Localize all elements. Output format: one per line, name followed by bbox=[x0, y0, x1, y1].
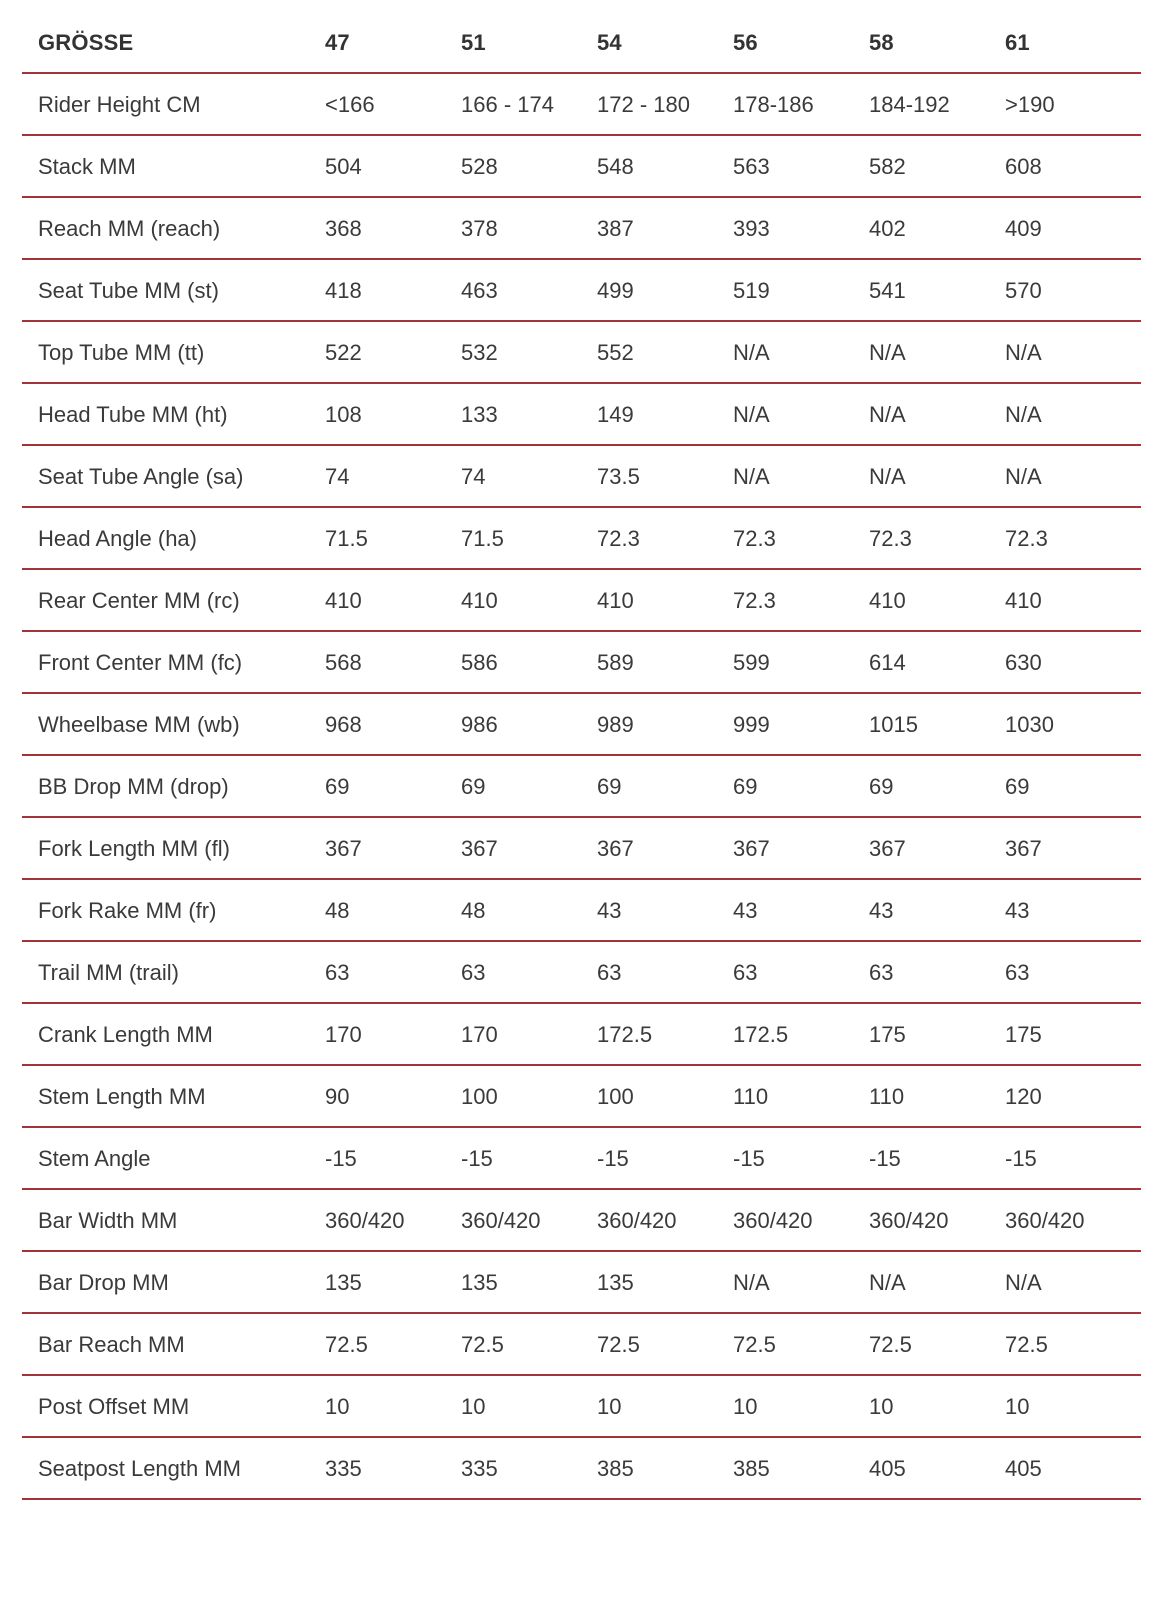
size-column-header: 51 bbox=[461, 12, 597, 73]
cell-value: 184-192 bbox=[869, 73, 1005, 135]
cell-value: 110 bbox=[869, 1065, 1005, 1127]
cell-value: 552 bbox=[597, 321, 733, 383]
cell-value: 72.5 bbox=[869, 1313, 1005, 1375]
cell-value: 72.3 bbox=[869, 507, 1005, 569]
cell-value: N/A bbox=[869, 445, 1005, 507]
cell-value: 108 bbox=[325, 383, 461, 445]
row-label: Front Center MM (fc) bbox=[22, 631, 325, 693]
cell-value: 563 bbox=[733, 135, 869, 197]
cell-value: 135 bbox=[597, 1251, 733, 1313]
row-label: Stem Length MM bbox=[22, 1065, 325, 1127]
cell-value: 378 bbox=[461, 197, 597, 259]
cell-value: 72.3 bbox=[733, 507, 869, 569]
cell-value: 528 bbox=[461, 135, 597, 197]
table-row bbox=[22, 941, 1141, 1003]
table-row bbox=[22, 693, 1141, 755]
cell-value: 120 bbox=[1005, 1065, 1141, 1127]
cell-value: 1015 bbox=[869, 693, 1005, 755]
cell-value: 72.5 bbox=[461, 1313, 597, 1375]
cell-value: 172 - 180 bbox=[597, 73, 733, 135]
table-row bbox=[22, 569, 1141, 631]
table-row bbox=[22, 755, 1141, 817]
cell-value: 519 bbox=[733, 259, 869, 321]
table-row bbox=[22, 73, 1141, 135]
cell-value: 548 bbox=[597, 135, 733, 197]
cell-value: N/A bbox=[1005, 383, 1141, 445]
cell-value: 989 bbox=[597, 693, 733, 755]
cell-value: 589 bbox=[597, 631, 733, 693]
row-label: Seat Tube MM (st) bbox=[22, 259, 325, 321]
cell-value: 504 bbox=[325, 135, 461, 197]
table-row bbox=[22, 1375, 1141, 1437]
cell-value: 135 bbox=[325, 1251, 461, 1313]
cell-value: 405 bbox=[869, 1437, 1005, 1499]
row-label: Top Tube MM (tt) bbox=[22, 321, 325, 383]
cell-value: 72.5 bbox=[1005, 1313, 1141, 1375]
row-label: Head Tube MM (ht) bbox=[22, 383, 325, 445]
table-row bbox=[22, 135, 1141, 197]
cell-value: 367 bbox=[461, 817, 597, 879]
row-label: Rear Center MM (rc) bbox=[22, 569, 325, 631]
cell-value: >190 bbox=[1005, 73, 1141, 135]
cell-value: 335 bbox=[325, 1437, 461, 1499]
size-column-header: 58 bbox=[869, 12, 1005, 73]
table-row bbox=[22, 259, 1141, 321]
cell-value: 73.5 bbox=[597, 445, 733, 507]
cell-value: 367 bbox=[733, 817, 869, 879]
cell-value: 74 bbox=[461, 445, 597, 507]
cell-value: 402 bbox=[869, 197, 1005, 259]
cell-value: N/A bbox=[733, 1251, 869, 1313]
cell-value: 43 bbox=[733, 879, 869, 941]
table-row bbox=[22, 1313, 1141, 1375]
size-column-header: 47 bbox=[325, 12, 461, 73]
row-label: Trail MM (trail) bbox=[22, 941, 325, 1003]
cell-value: -15 bbox=[597, 1127, 733, 1189]
cell-value: 410 bbox=[869, 569, 1005, 631]
cell-value: 71.5 bbox=[325, 507, 461, 569]
cell-value: -15 bbox=[461, 1127, 597, 1189]
cell-value: 463 bbox=[461, 259, 597, 321]
cell-value: 367 bbox=[869, 817, 1005, 879]
cell-value: 608 bbox=[1005, 135, 1141, 197]
cell-value: 149 bbox=[597, 383, 733, 445]
cell-value: 541 bbox=[869, 259, 1005, 321]
row-label: Seatpost Length MM bbox=[22, 1437, 325, 1499]
cell-value: 100 bbox=[461, 1065, 597, 1127]
cell-value: 48 bbox=[461, 879, 597, 941]
cell-value: 360/420 bbox=[733, 1189, 869, 1251]
row-label: Crank Length MM bbox=[22, 1003, 325, 1065]
table-row bbox=[22, 507, 1141, 569]
cell-value: 360/420 bbox=[325, 1189, 461, 1251]
cell-value: N/A bbox=[1005, 1251, 1141, 1313]
cell-value: N/A bbox=[1005, 321, 1141, 383]
cell-value: 599 bbox=[733, 631, 869, 693]
cell-value: 63 bbox=[597, 941, 733, 1003]
cell-value: 614 bbox=[869, 631, 1005, 693]
cell-value: 72.3 bbox=[733, 569, 869, 631]
row-label: Seat Tube Angle (sa) bbox=[22, 445, 325, 507]
cell-value: 178-186 bbox=[733, 73, 869, 135]
cell-value: 63 bbox=[733, 941, 869, 1003]
cell-value: 71.5 bbox=[461, 507, 597, 569]
cell-value: 367 bbox=[597, 817, 733, 879]
table-row bbox=[22, 1437, 1141, 1499]
size-column-header: 56 bbox=[733, 12, 869, 73]
cell-value: 532 bbox=[461, 321, 597, 383]
table-row bbox=[22, 879, 1141, 941]
cell-value: 135 bbox=[461, 1251, 597, 1313]
cell-value: 10 bbox=[597, 1375, 733, 1437]
cell-value: 410 bbox=[1005, 569, 1141, 631]
cell-value: 367 bbox=[325, 817, 461, 879]
cell-value: 368 bbox=[325, 197, 461, 259]
cell-value: 410 bbox=[325, 569, 461, 631]
cell-value: 69 bbox=[733, 755, 869, 817]
cell-value: 418 bbox=[325, 259, 461, 321]
table-row bbox=[22, 383, 1141, 445]
cell-value: 360/420 bbox=[461, 1189, 597, 1251]
cell-value: 69 bbox=[461, 755, 597, 817]
table-row bbox=[22, 1127, 1141, 1189]
geometry-table bbox=[22, 12, 1141, 1500]
cell-value: 72.3 bbox=[597, 507, 733, 569]
row-label: Bar Width MM bbox=[22, 1189, 325, 1251]
cell-value: 63 bbox=[869, 941, 1005, 1003]
cell-value: 387 bbox=[597, 197, 733, 259]
table-row bbox=[22, 631, 1141, 693]
cell-value: 175 bbox=[869, 1003, 1005, 1065]
table-row bbox=[22, 445, 1141, 507]
cell-value: 968 bbox=[325, 693, 461, 755]
cell-value: 74 bbox=[325, 445, 461, 507]
cell-value: -15 bbox=[733, 1127, 869, 1189]
cell-value: 360/420 bbox=[597, 1189, 733, 1251]
cell-value: N/A bbox=[733, 383, 869, 445]
cell-value: 568 bbox=[325, 631, 461, 693]
cell-value: 986 bbox=[461, 693, 597, 755]
cell-value: N/A bbox=[1005, 445, 1141, 507]
cell-value: 172.5 bbox=[597, 1003, 733, 1065]
cell-value: 166 - 174 bbox=[461, 73, 597, 135]
cell-value: 385 bbox=[733, 1437, 869, 1499]
cell-value: 360/420 bbox=[1005, 1189, 1141, 1251]
row-label: BB Drop MM (drop) bbox=[22, 755, 325, 817]
cell-value: 43 bbox=[869, 879, 1005, 941]
cell-value: 43 bbox=[1005, 879, 1141, 941]
cell-value: 48 bbox=[325, 879, 461, 941]
cell-value: 360/420 bbox=[869, 1189, 1005, 1251]
cell-value: 69 bbox=[869, 755, 1005, 817]
cell-value: 409 bbox=[1005, 197, 1141, 259]
cell-value: 1030 bbox=[1005, 693, 1141, 755]
table-row bbox=[22, 1189, 1141, 1251]
cell-value: N/A bbox=[869, 321, 1005, 383]
cell-value: 10 bbox=[461, 1375, 597, 1437]
cell-value: N/A bbox=[869, 383, 1005, 445]
cell-value: 170 bbox=[325, 1003, 461, 1065]
cell-value: 10 bbox=[325, 1375, 461, 1437]
row-label: Rider Height CM bbox=[22, 73, 325, 135]
cell-value: 69 bbox=[1005, 755, 1141, 817]
cell-value: 72.5 bbox=[325, 1313, 461, 1375]
cell-value: 43 bbox=[597, 879, 733, 941]
row-label: Stem Angle bbox=[22, 1127, 325, 1189]
cell-value: 410 bbox=[461, 569, 597, 631]
cell-value: <166 bbox=[325, 73, 461, 135]
cell-value: 393 bbox=[733, 197, 869, 259]
cell-value: -15 bbox=[325, 1127, 461, 1189]
cell-value: 630 bbox=[1005, 631, 1141, 693]
cell-value: 72.5 bbox=[733, 1313, 869, 1375]
row-label: Head Angle (ha) bbox=[22, 507, 325, 569]
cell-value: N/A bbox=[733, 321, 869, 383]
cell-value: 999 bbox=[733, 693, 869, 755]
cell-value: 170 bbox=[461, 1003, 597, 1065]
cell-value: 405 bbox=[1005, 1437, 1141, 1499]
cell-value: 367 bbox=[1005, 817, 1141, 879]
size-header-label: GRÖSSE bbox=[22, 12, 325, 73]
cell-value: 10 bbox=[869, 1375, 1005, 1437]
cell-value: 110 bbox=[733, 1065, 869, 1127]
cell-value: 10 bbox=[1005, 1375, 1141, 1437]
table-row bbox=[22, 1003, 1141, 1065]
cell-value: 63 bbox=[1005, 941, 1141, 1003]
cell-value: 172.5 bbox=[733, 1003, 869, 1065]
row-label: Bar Reach MM bbox=[22, 1313, 325, 1375]
table-row bbox=[22, 817, 1141, 879]
cell-value: 69 bbox=[325, 755, 461, 817]
cell-value: 570 bbox=[1005, 259, 1141, 321]
cell-value: 335 bbox=[461, 1437, 597, 1499]
cell-value: 63 bbox=[325, 941, 461, 1003]
cell-value: 72.5 bbox=[597, 1313, 733, 1375]
cell-value: N/A bbox=[733, 445, 869, 507]
row-label: Fork Length MM (fl) bbox=[22, 817, 325, 879]
row-label: Bar Drop MM bbox=[22, 1251, 325, 1313]
table-header-row bbox=[22, 12, 1141, 73]
cell-value: 385 bbox=[597, 1437, 733, 1499]
cell-value: N/A bbox=[869, 1251, 1005, 1313]
cell-value: 133 bbox=[461, 383, 597, 445]
table-row bbox=[22, 321, 1141, 383]
cell-value: 72.3 bbox=[1005, 507, 1141, 569]
row-label: Reach MM (reach) bbox=[22, 197, 325, 259]
cell-value: -15 bbox=[1005, 1127, 1141, 1189]
cell-value: 90 bbox=[325, 1065, 461, 1127]
row-label: Fork Rake MM (fr) bbox=[22, 879, 325, 941]
cell-value: 522 bbox=[325, 321, 461, 383]
cell-value: 69 bbox=[597, 755, 733, 817]
size-column-header: 61 bbox=[1005, 12, 1141, 73]
cell-value: 10 bbox=[733, 1375, 869, 1437]
row-label: Stack MM bbox=[22, 135, 325, 197]
cell-value: 63 bbox=[461, 941, 597, 1003]
table-row bbox=[22, 1251, 1141, 1313]
cell-value: 175 bbox=[1005, 1003, 1141, 1065]
table-body bbox=[22, 73, 1141, 1499]
cell-value: 100 bbox=[597, 1065, 733, 1127]
cell-value: 582 bbox=[869, 135, 1005, 197]
size-column-header: 54 bbox=[597, 12, 733, 73]
cell-value: -15 bbox=[869, 1127, 1005, 1189]
row-label: Post Offset MM bbox=[22, 1375, 325, 1437]
cell-value: 410 bbox=[597, 569, 733, 631]
table-row bbox=[22, 197, 1141, 259]
cell-value: 499 bbox=[597, 259, 733, 321]
row-label: Wheelbase MM (wb) bbox=[22, 693, 325, 755]
table-row bbox=[22, 1065, 1141, 1127]
cell-value: 586 bbox=[461, 631, 597, 693]
